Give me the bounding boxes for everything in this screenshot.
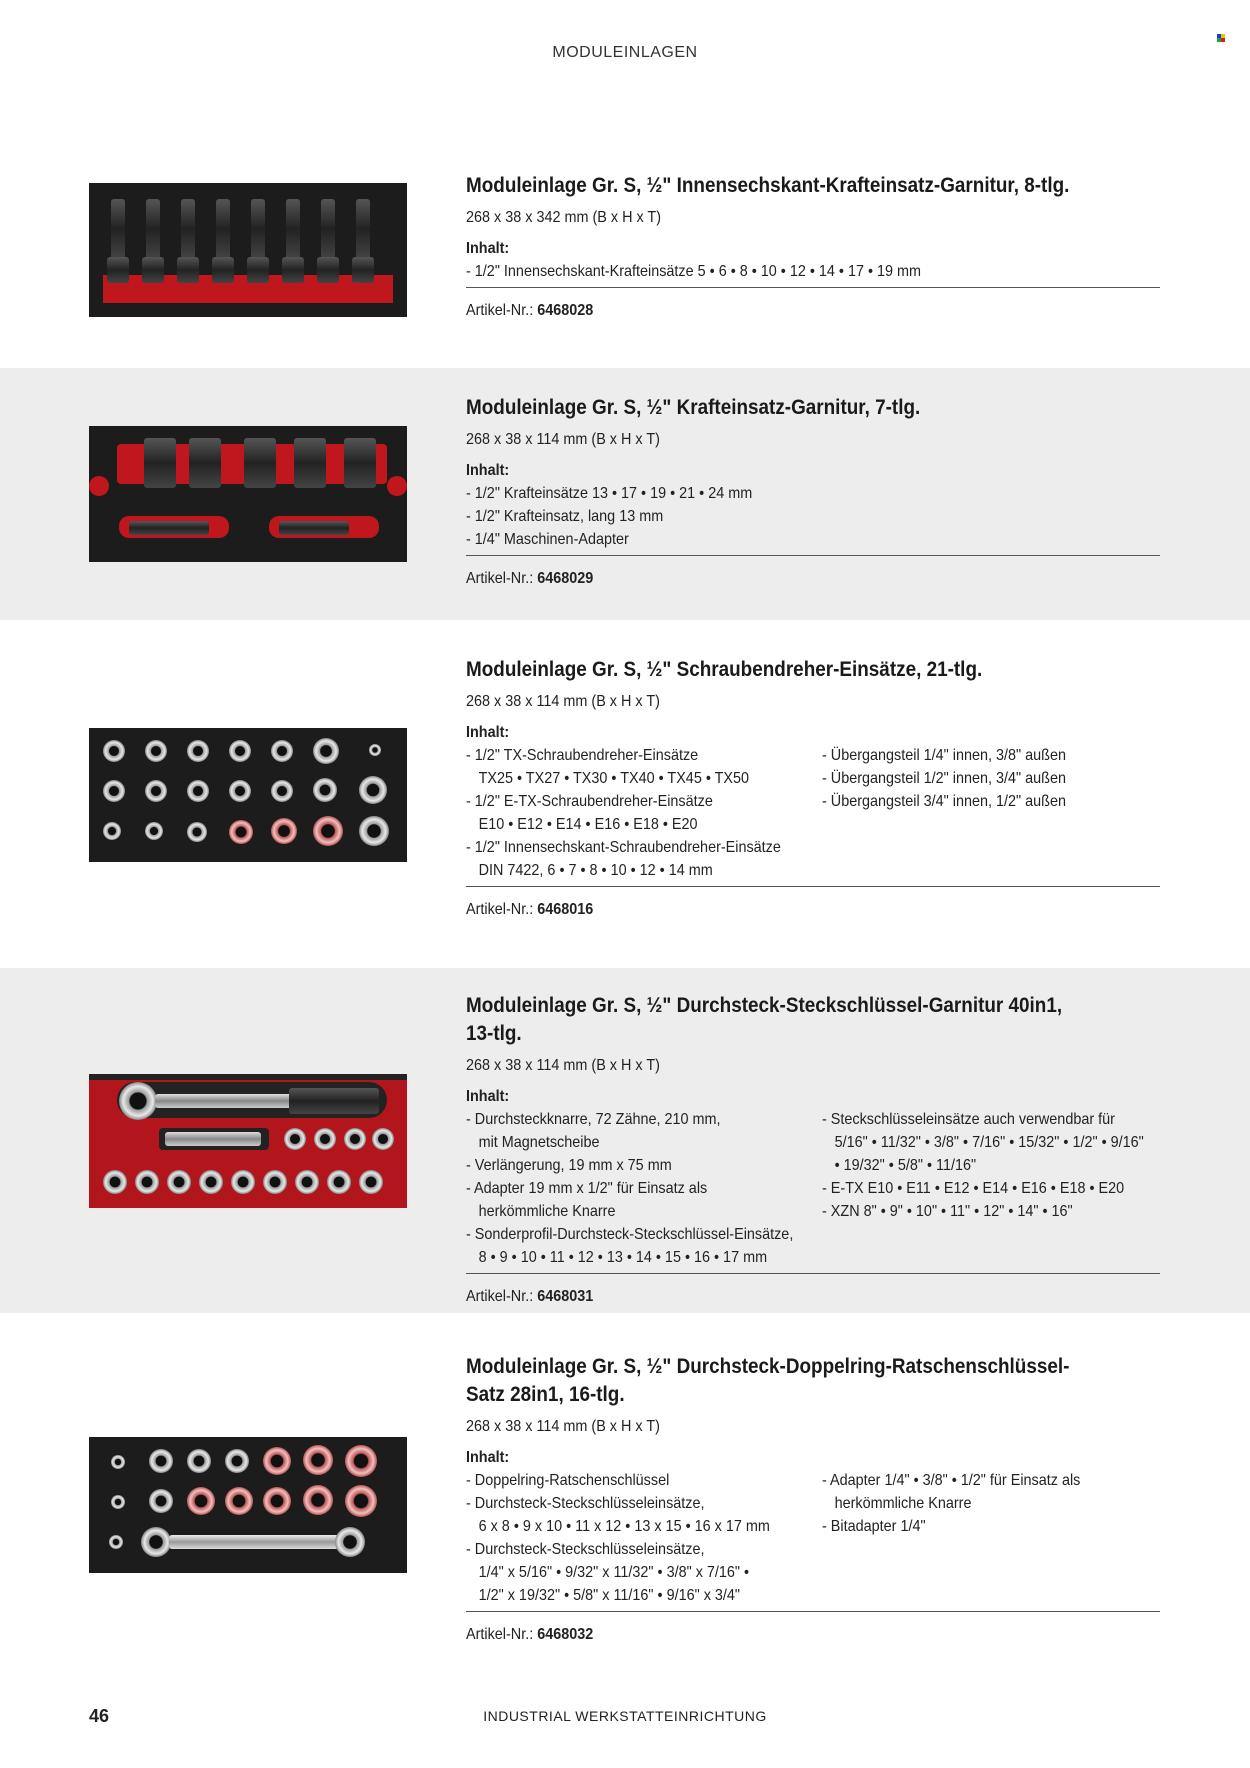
product-section-1: [0, 150, 1250, 368]
product-dimensions: 268 x 38 x 114 mm (B x H x T): [466, 693, 660, 710]
product-dimensions: 268 x 38 x 114 mm (B x H x T): [466, 431, 660, 448]
list-item: - Sonderprofil-Durchsteck-Steckschlüssel-Einsätze,: [466, 1226, 794, 1243]
divider: [466, 886, 1160, 887]
divider: [466, 1273, 1160, 1274]
list-item: - Adapter 19 mm x 1/2" für Einsatz als: [466, 1180, 708, 1197]
list-item: DIN 7422, 6 • 7 • 8 • 10 • 12 • 14 mm: [478, 862, 713, 879]
product-image-screwdriver-bits: [89, 728, 407, 862]
list-item: E10 • E12 • E14 • E16 • E18 • E20: [478, 816, 698, 833]
product-text-4: [466, 992, 1160, 1308]
list-item: 1/4" x 5/16" • 9/32" x 11/32" • 3/8" x 7/16" •: [478, 1564, 750, 1581]
list-item: - Doppelring-Ratschenschlüssel: [466, 1472, 670, 1489]
list-item: - Durchsteckknarre, 72 Zähne, 210 mm,: [466, 1111, 721, 1128]
product-dimensions: 268 x 38 x 114 mm (B x H x T): [466, 1057, 660, 1074]
product-dimensions: 268 x 38 x 114 mm (B x H x T): [466, 1418, 660, 1435]
product-section-2: [0, 368, 1250, 620]
list-item: - Übergangsteil 1/4" innen, 3/8" außen: [822, 747, 1066, 764]
article-number: Artikel-Nr.: 6468031: [466, 1288, 594, 1305]
product-text-3: [466, 656, 1160, 921]
contents-label: Inhalt:: [466, 724, 510, 741]
list-item: 1/2" x 19/32" • 5/8" x 11/16" • 9/16" x 3/4": [478, 1587, 741, 1604]
article-number: Artikel-Nr.: 6468029: [466, 570, 594, 587]
list-item: 8 • 9 • 10 • 11 • 12 • 13 • 14 • 15 • 16 • 17 mm: [478, 1249, 768, 1266]
product-section-3: [0, 620, 1250, 968]
list-item: - Durchsteck-Steckschlüsseleinsätze,: [466, 1495, 705, 1512]
product-text-1: [466, 172, 1160, 322]
product-section-5: [0, 1313, 1250, 1673]
page-number: 46: [89, 1706, 110, 1726]
article-number: Artikel-Nr.: 6468028: [466, 302, 594, 319]
contents-label: Inhalt:: [466, 1088, 510, 1105]
product-title: Moduleinlage Gr. S, ½" Schraubendreher-Einsätze, 21-tlg.: [466, 658, 983, 681]
list-item: • 19/32" • 5/8" • 11/16": [834, 1157, 977, 1174]
product-title: Moduleinlage Gr. S, ½" Durchsteck-Doppelring-Ratschenschlüssel-Satz 28in1, 16-tlg.: [466, 1355, 1070, 1406]
product-image-impact-sockets: [89, 426, 407, 562]
list-item: - 1/2" Innensechskant-Schraubendreher-Einsätze: [466, 839, 781, 856]
product-title: Moduleinlage Gr. S, ½" Innensechskant-Krafteinsatz-Garnitur, 8-tlg.: [466, 174, 1070, 197]
product-dimensions: 268 x 38 x 342 mm (B x H x T): [466, 209, 662, 226]
list-item: - 1/2" TX-Schraubendreher-Einsätze: [466, 747, 699, 764]
product-image-pass-through-ratchet: [89, 1074, 407, 1208]
list-item: - 1/2" Krafteinsätze 13 • 17 • 19 • 21 • 24 mm: [466, 485, 753, 502]
list-item: 5/16" • 11/32" • 3/8" • 7/16" • 15/32" • 1/2" • 9/16": [834, 1134, 1144, 1151]
list-item: herkömmliche Knarre: [478, 1203, 616, 1220]
contents-label: Inhalt:: [466, 1449, 510, 1466]
product-title: Moduleinlage Gr. S, ½" Krafteinsatz-Garnitur, 7-tlg.: [466, 396, 921, 419]
list-item: - XZN 8" • 9" • 10" • 11" • 12" • 14" • 16": [822, 1203, 1073, 1220]
list-item: - Bitadapter 1/4": [822, 1518, 926, 1535]
product-section-4: [0, 968, 1250, 1313]
article-number: Artikel-Nr.: 6468016: [466, 901, 594, 918]
article-number: Artikel-Nr.: 6468032: [466, 1626, 594, 1643]
list-item: mit Magnetscheibe: [478, 1134, 600, 1151]
list-item: - E-TX E10 • E11 • E12 • E14 • E16 • E18 • E20: [822, 1180, 1125, 1197]
product-text-2: [466, 394, 1160, 590]
list-item: TX25 • TX27 • TX30 • TX40 • TX45 • TX50: [478, 770, 750, 787]
product-image-hex-bits: [89, 183, 407, 317]
list-item: - Übergangsteil 1/2" innen, 3/4" außen: [822, 770, 1066, 787]
product-text-5: [466, 1353, 1160, 1646]
contents-label: Inhalt:: [466, 462, 510, 479]
divider: [466, 287, 1160, 288]
product-title: Moduleinlage Gr. S, ½" Durchsteck-Steckschlüssel-Garnitur 40in1, 13-tlg.: [466, 994, 1063, 1045]
color-mark: [1217, 34, 1225, 42]
list-item: herkömmliche Knarre: [834, 1495, 972, 1512]
list-item: - Steckschlüsseleinsätze auch verwendbar für: [822, 1111, 1115, 1128]
product-image-ring-ratchet-set: [89, 1437, 407, 1573]
list-item: - Übergangsteil 3/4" innen, 1/2" außen: [822, 793, 1066, 810]
list-item: - Verlängerung, 19 mm x 75 mm: [466, 1157, 672, 1174]
footer-text: INDUSTRIAL WERKSTATTEINRICHTUNG: [483, 1708, 767, 1724]
list-item: - Adapter 1/4" • 3/8" • 1/2" für Einsatz als: [822, 1472, 1081, 1489]
list-item: - Durchsteck-Steckschlüsseleinsätze,: [466, 1541, 705, 1558]
list-item: - 1/2" E-TX-Schraubendreher-Einsätze: [466, 793, 713, 810]
list-item: - 1/4" Maschinen-Adapter: [466, 531, 629, 548]
contents-label: Inhalt:: [466, 240, 510, 257]
list-item: 6 x 8 • 9 x 10 • 11 x 12 • 13 x 15 • 16 x 17 mm: [478, 1518, 770, 1535]
divider: [466, 555, 1160, 556]
list-item: - 1/2" Innensechskant-Krafteinsätze 5 • 6 • 8 • 10 • 12 • 14 • 17 • 19 mm: [466, 263, 922, 280]
divider: [466, 1611, 1160, 1612]
list-item: - 1/2" Krafteinsatz, lang 13 mm: [466, 508, 664, 525]
page-header: MODULEINLAGEN: [552, 44, 698, 61]
